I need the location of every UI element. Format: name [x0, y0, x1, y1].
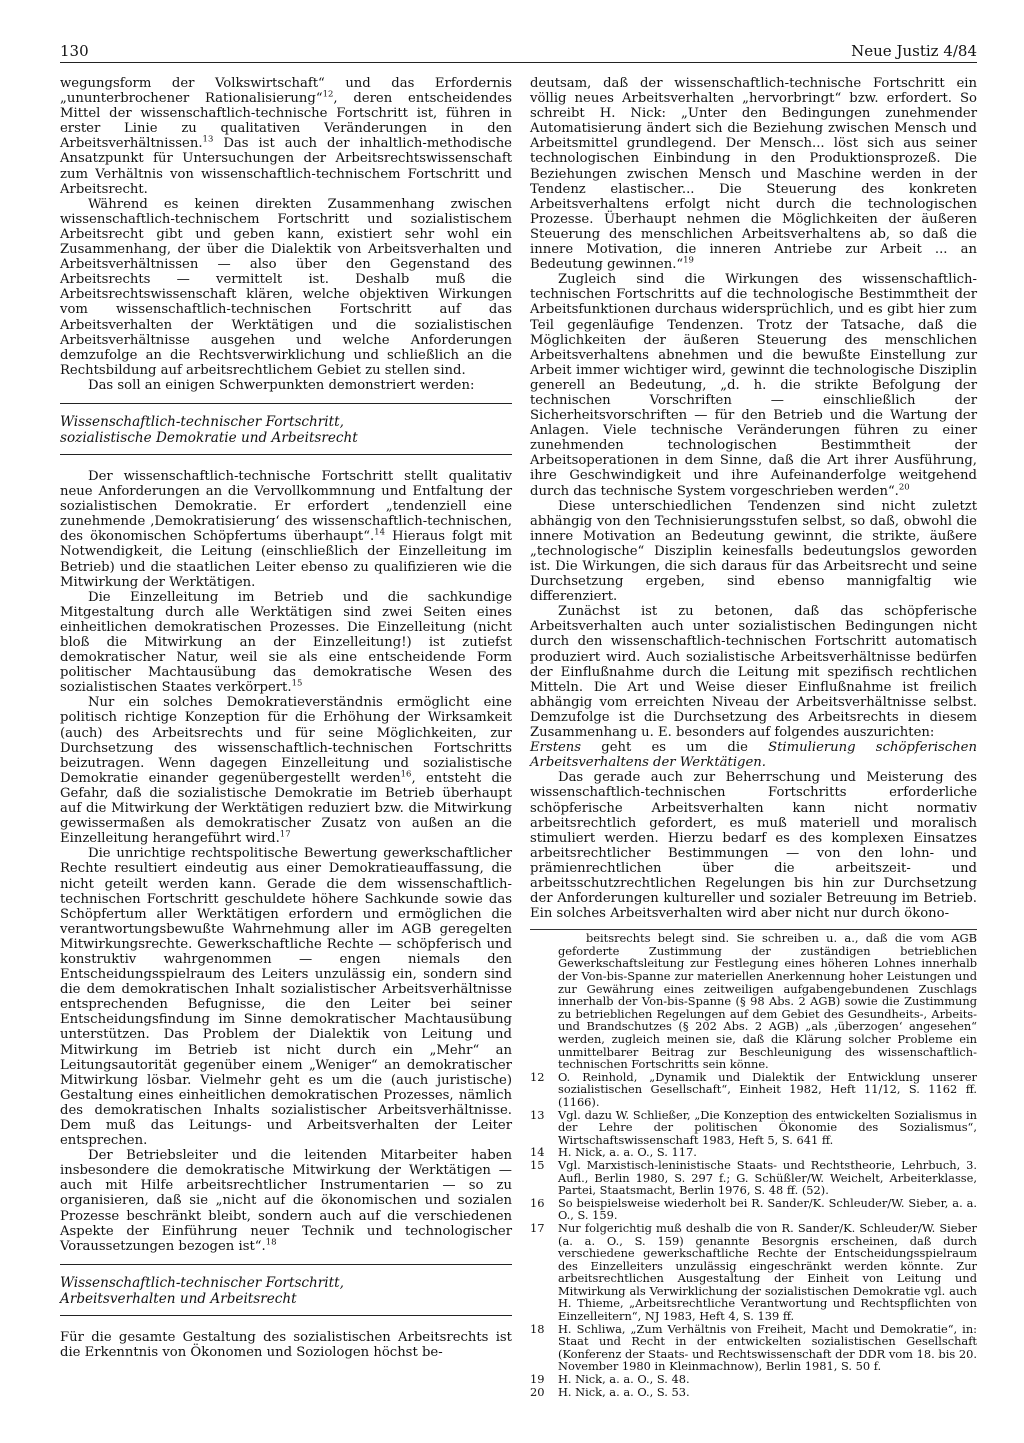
footnote: 18 H. Schliwa, „Zum Verhältnis von Freiheit, Macht und Demokratie“, in: Staat und Recht in der entwickelten sozialistischen Gesellschaft (Konferenz der Staats- und Rechtswissenschaft der DDR vom 18. bis 20. November 1980 in Kleinmachnow), Berlin 1981, S. 50 f.	[530, 1321, 977, 1374]
paragraph: Für die gesamte Gestaltung des sozialistischen Arbeitsrechts ist die Erkenntnis von Ökonomen und Soziologen höchst be-	[60, 1329, 512, 1360]
section-heading-line: Wissenschaftlich-technischer Fortschritt,	[60, 413, 344, 430]
footnotes	[530, 929, 977, 1398]
paragraph: Die unrichtige rechtspolitische Bewertung gewerkschaftlicher Rechte resultiert eindeutig aus einer Demokratieauffassung, die nicht geteilt werden kann. Gerade die dem wissenschaftlich-technischen Fortschritt geschuldete höhere Sachkunde sowie das Schöpfertum aller Werktätigen erfordern und ermöglichen die verantwortungsbewußte Wahrnehmung aller im AGB geregelten Mitwirkungsrechte. Gewerkschaftliche Rechte — schöpferisch und konstruktiv wahrgenommen — engen niemals den Entscheidungsspielraum des Leiters unzulässig ein, sondern sind die dem demokratischen Inhalt sozialistischer Arbeitsverhältnisse entsprechenden Befugnisse, die den Leiter bei seiner Entscheidungsfindung im Sinne demokratischer Machtausübung unterstützen. Das Problem der Dialektik von Leitung und Mitwirkung im Betrieb ist nicht durch ein „Mehr“ an Leitungsautorität gegenüber einem „Weniger“ an demokratischer Mitwirkung lösbar. Vielmehr geht es um die (auch juristische) Gestaltung eines einheitlichen demokratischen Prozesses, nämlich des demokratischen Inhalts sozialistischer Arbeitsverhältnisse. Dem muß das Leitungs- und Arbeitsverhalten der Leiter entsprechen.	[60, 846, 512, 1149]
footnote-continuation: beitsrechts belegt sind. Sie schreiben u. a., daß die vom AGB geforderte Zustimmung der zuständigen betrieblichen Gewerkschaftsleitung zur Festlegung eines höheren Lohnes innerhalb der Von-bis-Spanne zur materiellen Anerkennung hoher Leistungen und zur Gewährung eines zeitweiligen aufgabengebundenen Zuschlags innerhalb der Von-bis-Spanne (§ 98 Abs. 2 AGB) sowie die Zustimmung zu betrieblichen Regelungen auf dem Gebiet des Gesundheits-, Arbeits- und Brandschutzes (§ 202 Abs. 2 AGB) „als ‚überzogen‘ angesehen“ werden, zugleich meinen sie, daß die Klärung solcher Probleme ein unmittelbarer Beitrag zur Beschleunigung des wissenschaftlich-technischen Fortschritts sein könne.	[558, 931, 977, 1072]
paragraph: Der wissenschaftlich-technische Fortschritt stellt qualitativ neue Anforderungen an die Vervollkommnung und Entfaltung der sozialistischen Demokratie. Er erfordert „tendenziell eine zunehmende ‚Demokratisierung‘ des wissenschaftlich-technischen, des ökonomischen Schöpfertums überhaupt“.$^{14}$ Hieraus folgt mit Notwendigkeit, die Leitung (einschließlich der Einzelleitung im Betrieb) und die staatlichen Leiter ebenso zu qualifizieren wie die Mitwirkung der Werktätigen.	[60, 468, 512, 590]
section-heading-line: Wissenschaftlich-technischer Fortschritt,	[60, 1274, 344, 1291]
footnote: 14 H. Nick, a. a. O., S. 117.	[530, 1145, 697, 1160]
section-heading-line: sozialistische Demokratie und Arbeitsrecht	[60, 429, 358, 446]
paragraph: Während es keinen direkten Zusammenhang zwischen wissenschaftlich-technischem Fortschritt und sozialistischem Arbeitsrecht gibt und geben kann, existiert sehr wohl ein Zusammenhang, der über die Dialektik von Arbeitsverhalten und Arbeitsverhältnissen — also über den Gegenstand des Arbeitsrechts — vermittelt ist. Deshalb muß die Arbeitsrechtswissenschaft klären, welche objektiven Wirkungen vom wissenschaftlich-technischen Fortschritt auf das Arbeitsverhalten der Werktätigen und die sozialistischen Arbeitsverhältnisse ausgehen und welche Anforderungen demzufolge an die Rechtsverwirklichung und schließlich an die Rechtsbildung auf arbeitsrechtlichem Gebiet zu stellen sind.	[60, 196, 512, 378]
paragraph: Diese unterschiedlichen Tendenzen sind nicht zuletzt abhängig von den Technisierungsstufen selbst, so daß, obwohl die innere Motivation an Bedeutung gewinnt, die strikte, äußere „technologische“ Disziplin keinesfalls bedeutungslos geworden ist. Die Wirkungen, die sich daraus für das Arbeitsrecht und seine Durchsetzung ergeben, sind ebenso mannigfaltig wie differenziert.	[530, 498, 977, 605]
footnote-ref: 14	[374, 527, 385, 538]
paragraph: Die Einzelleitung im Betrieb und die sachkundige Mitgestaltung durch alle Werktätigen sind zwei Seiten eines einheitlichen demokratischen Prozesses. Die Einzelleitung (nicht bloß die Mitwirkung an der Einzelleitung!) ist zutiefst demokratischer Natur, weil sie als eine entscheidende Form politischer Machtausübung das demokratische Wesen des sozialistischen Staates verkörpert.$^{15}$	[60, 589, 512, 696]
paragraph: Zugleich sind die Wirkungen des wissenschaftlich-technischen Fortschritts auf die technologische Bestimmtheit der Arbeitsfunktionen durchaus widersprüchlich, und es gibt hier zum Teil gegenläufige Tendenzen. Trotz der Tatsache, daß die Möglichkeiten der äußeren Steuerung des menschlichen Arbeitsverhaltens abnehmen und die bewußte Einstellung zur Arbeit immer wichtiger wird, gewinnt die technologische Disziplin generell an Bedeutung, „d. h. die strikte Befolgung der technischen Vorschriften — einschließlich der Sicherheitsvorschriften — für den Betrieb und die Wartung der Anlagen. Viele technische Veränderungen führen zu einer zunehmenden technologischen Bestimmtheit der Arbeitsoperationen in dem Sinne, daß die Art ihrer Ausführung, ihre Geschwindigkeit und ihre Aufeinanderfolge weitgehend durch das technische System vorgeschrieben werden“.$^{20}$	[530, 272, 977, 499]
footnote-ref: 15	[291, 678, 303, 689]
paragraph: Das soll an einigen Schwerpunkten demonstriert werden:	[88, 377, 475, 393]
right-column	[530, 76, 977, 1398]
left-column	[60, 76, 512, 1360]
footnote: 16 So beispielsweise wiederholt bei R. Sander/K. Schleuder/W. Sieber, a. a. O., S. 159.	[530, 1195, 977, 1223]
paragraph: deutsam, daß der wissenschaftlich-technische Fortschritt ein völlig neues Arbeitsverhalten „hervorbringt“ bzw. erfordert. So schreibt H. Nick: „Unter den Bedingungen zunehmender Automatisierung ändert sich die Beziehung zwischen Mensch und Arbeitsmittel grundlegend. Der Mensch... löst sich aus seiner technologischen Einbindung in den Produktionsprozeß. Die Beziehungen zwischen Mensch und Maschine werden in der Tendenz elastischer... Die Steuerung des konkreten Arbeitsverhaltens erfolgt nicht durch die technologischen Prozesse. Überhaupt nehmen die Möglichkeiten der äußeren Steuerung des menschlichen Arbeitsverhaltens ab, so daß die innere Motivation, die inneren Antriebe zur Arbeit ... an Bedeutung gewinnen.“$^{19}$	[530, 76, 977, 273]
footnote-ref: 19	[683, 255, 694, 266]
footnote: 13 Vgl. dazu W. Schließer, „Die Konzeption des entwickelten Sozialismus in der Lehre der politischen Ökonomie des Sozialismus“, Wirtschaftswissenschaft 1983, Heft 5, S. 641 ff.	[530, 1107, 977, 1147]
footnote: 19 H. Nick, a. a. O., S. 48.	[530, 1372, 690, 1387]
paragraph: Das gerade auch zur Beherrschung und Meisterung des wissenschaftlich-technischen Fortschritts erforderliche schöpferische Arbeitsverhalten kann nicht normativ arbeitsrechtlich gefordert, es muß materiell und moralisch stimuliert werden. Hierzu bedarf es des komplexen Einsatzes arbeitsrechtlicher Bestimmungen — von den lohn- und prämienrechtlichen über die arbeitszeit- und arbeitsschutzrechtlichen Regelungen bis hin zur Durchsetzung der Anforderungen kultureller und sozialer Betreuung im Betrieb. Ein solches Arbeitsverhalten wird aber nicht nur durch ökono-	[530, 770, 977, 922]
journal-issue: Neue Justiz 4/84	[851, 42, 977, 60]
footnote-ref: 20	[898, 482, 910, 493]
page-number: 130	[60, 42, 89, 60]
paragraph: wegungsform der Volkswirtschaft“ und das Erfordernis „ununterbrochener Rationalisierung“$^{12}$, deren entscheidendes Mittel der wissenschaftlich-technische Fortschritt ist, führen in erster Linie zu qualitativen Veränderungen in den Arbeitsverhältnissen.$^{13}$ Das ist auch der inhaltlich-methodische Ansatzpunkt für Untersuchungen der Arbeitsrechtswissenschaft zum Verhältnis von wissenschaftlich-technischem Fortschritt und Arbeitsrecht.	[60, 76, 512, 197]
paragraph: Erstens geht es um die Stimulierung schöpferischen Arbeitsverhaltens der Werktätigen.	[530, 740, 977, 771]
footnote-ref: 12	[322, 89, 334, 100]
footnote-ref: 18	[265, 1237, 277, 1248]
paragraph: Der Betriebsleiter und die leitenden Mitarbeiter haben insbesondere die demokratische Mitwirkung der Werktätigen — auch mit Hilfe arbeitsrechtlicher Instrumentarien — so zu organisieren, daß sie „nicht auf die ökonomischen und sozialen Prozesse beschränkt bleibt, sondern auch auf die verschiedenen Aspekte der Einführung neuer Technik und technologischer Voraussetzungen bezogen ist“.$^{18}$	[60, 1148, 512, 1254]
section-heading	[60, 403, 512, 455]
paragraph: Nur ein solches Demokratieverständnis ermöglicht eine politisch richtige Konzeption für die Erhöhung der Wirksamkeit (auch) des Arbeitsrechts und für seine Möglichkeiten, zur Durchsetzung des wissenschaftlich-technischen Fortschritts beizutragen. Wenn dagegen Einzelleitung und sozialistische Demokratie einander gegenübergestellt werden$^{16}$, entsteht die Gefahr, daß die sozialistische Demokratie im Betrieb überhaupt auf die Mitwirkung der Werktätigen reduziert bzw. die Mitwirkung gewissermaßen als demokratischer Zusatz von außen an die Einzelleitung herangeführt wird.$^{17}$	[60, 695, 512, 847]
section-heading	[60, 1264, 512, 1316]
footnote-ref: 16	[400, 769, 412, 780]
section-heading-line: Arbeitsverhalten und Arbeitsrecht	[60, 1290, 297, 1307]
footnote: 15 Vgl. Marxistisch-leninistische Staats- und Rechtstheorie, Lehrbuch, 3. Aufl., Berlin 1980, S. 297 f.; G. Schüßler/W. Weichelt, Arbeiterklasse, Partei, Staatsmacht, Berlin 1976, S. 48 ff. (52).	[530, 1157, 977, 1198]
footnote-ref: 13	[202, 134, 214, 145]
footnote: 17 Nur folgerichtig muß deshalb die von R. Sander/K. Schleuder/W. Sieber (a. a. O., S. 159) genannte Besorgnis erscheinen, daß durch verschiedene gewerkschaftliche Rechte der Entscheidungsspielraum des Einzelleiters unzulässig eingeschränkt werden könnte. Zur arbeitsrechtlichen Ausgestaltung der Einheit von Leitung und Mitwirkung als Verwirklichung der sozialistischen Demokratie vgl. auch H. Thieme, „Arbeitsrechtliche Verantwortung und Rechtspflichten von Einzelleitern“, NJ 1983, Heft 4, S. 139 ff.	[530, 1220, 977, 1324]
paragraph: Zunächst ist zu betonen, daß das schöpferische Arbeitsverhalten auch unter sozialistischen Bedingungen nicht durch den wissenschaftlich-technischen Fortschritt automatisch produziert wird. Auch sozialistische Arbeitsverhältnisse bedürfen der Einflußnahme durch die Leitung mit spezifisch rechtlichen Mitteln. Die Art und Weise dieser Einflußnahme ist freilich abhängig vom erreichten Niveau der Arbeitsverhältnisse selbst. Demzufolge ist die Durchsetzung des Arbeitsrechts in diesem Zusammenhang u. E. besonders auf folgendes auszurichten:	[530, 604, 977, 741]
footnote-ref: 17	[279, 829, 291, 840]
footnote: 20 H. Nick, a. a. O., S. 53.	[530, 1384, 690, 1399]
page-header	[60, 38, 977, 63]
footnote: 12 O. Reinhold, „Dynamik und Dialektik der Entwicklung unserer sozialistischen Gesellschaft“, Einheit 1982, Heft 11/12, S. 1162 ff. (1166).	[530, 1069, 977, 1109]
